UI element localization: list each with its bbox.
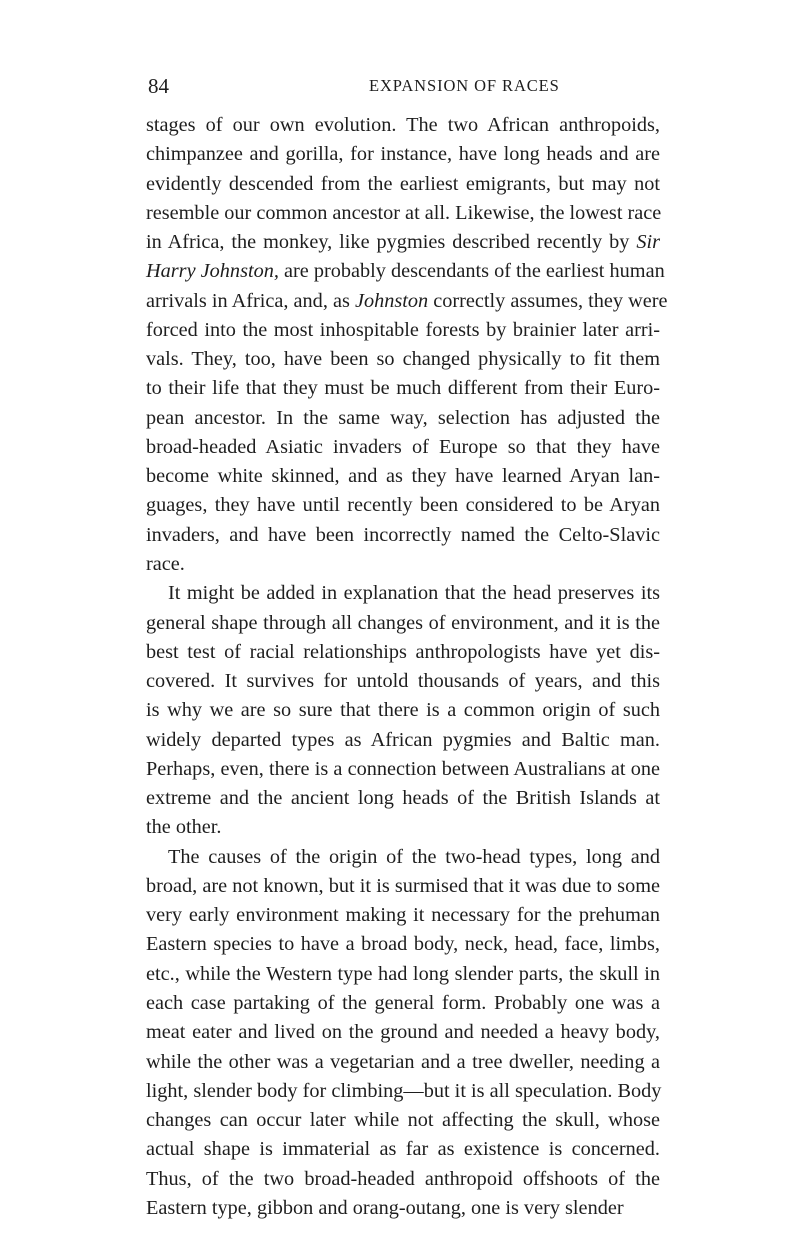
text-run: each case partaking of the general form. Probably one was a (146, 991, 660, 1014)
text-line (146, 843, 660, 872)
text-run: covered. It survives for untold thousands of years, and this (146, 670, 660, 693)
text-line (146, 1018, 660, 1047)
text-run: evidently descended from the earliest emigrants, but may not (146, 172, 660, 195)
text-line (146, 462, 660, 491)
text-line (146, 111, 660, 140)
text-line (146, 901, 660, 930)
text-line (146, 433, 660, 462)
text-run: become white skinned, and as they have learned Aryan lan- (146, 465, 660, 488)
text-run: broad, are not known, but it is surmised that it was due to some (146, 874, 660, 897)
text-run: pean ancestor. In the same way, selection has adjusted the (146, 406, 660, 429)
text-line (146, 989, 660, 1018)
text-line (146, 374, 660, 403)
text-line (146, 140, 660, 169)
text-line (146, 1135, 660, 1164)
text-run: Eastern species to have a broad body, neck, head, face, limbs, (146, 933, 660, 956)
text-line (146, 345, 660, 374)
text-line (146, 550, 660, 579)
text-run: are probably descendants of the earliest human (278, 260, 665, 283)
text-run: is why we are so sure that there is a common origin of such (146, 699, 660, 722)
text-run: broad-headed Asiatic invaders of Europe so that they have (146, 435, 660, 458)
text-line (146, 872, 660, 901)
italic-text: Johnston (354, 289, 429, 312)
text-line (146, 579, 660, 608)
text-line (146, 316, 660, 345)
page-header (148, 71, 661, 101)
text-run: Perhaps, even, there is a connection between Australians at one (146, 757, 660, 780)
text-line (146, 930, 660, 959)
text-run: race. (146, 552, 185, 575)
text-run: widely departed types as African pygmies and Baltic man. (146, 728, 660, 751)
text-run: etc., while the Western type had long slender parts, the skull in (146, 962, 660, 985)
text-line (146, 609, 660, 638)
text-line (146, 257, 665, 286)
page-number: 84 (148, 74, 169, 98)
text-run: chimpanzee and gorilla, for instance, have long heads and are (146, 143, 660, 166)
text-line (146, 287, 668, 316)
text-line (146, 1106, 660, 1135)
text-line (146, 755, 660, 784)
text-line (146, 960, 660, 989)
text-line (146, 521, 660, 550)
text-run: Eastern type, gibbon and orang-outang, one is very slender (146, 1196, 624, 1219)
text-run: invaders, and have been incorrectly named the Celto-Slavic (146, 523, 660, 546)
text-line (146, 1077, 660, 1106)
text-run: meat eater and lived on the ground and needed a heavy body, (146, 1021, 660, 1044)
text-line (146, 199, 660, 228)
text-run: arrivals in Africa, and, as (146, 289, 355, 312)
text-line (146, 813, 660, 842)
text-run: The causes of the origin of the two-head types, long and (168, 845, 660, 868)
text-run: to their life that they must be much different from their Euro- (146, 377, 660, 400)
text-line (146, 638, 660, 667)
text-run: forced into the most inhospitable forests by brainier later arri- (146, 318, 660, 341)
text-line (146, 696, 660, 725)
text-run: the other. (146, 816, 222, 839)
text-run: best test of racial relationships anthropologists have yet dis- (146, 640, 660, 663)
text-run: extreme and the ancient long heads of the British Islands at (146, 787, 660, 810)
text-run: It might be added in explanation that the head preserves its (168, 582, 660, 605)
body-text (146, 111, 668, 1223)
text-run: general shape through all changes of environment, and it is the (146, 611, 660, 634)
running-head: EXPANSION OF RACES (369, 76, 560, 95)
text-run: in Africa, the monkey, like pygmies described recently by (146, 231, 637, 254)
text-run: actual shape is immaterial as far as existence is concerned. (146, 1138, 660, 1161)
text-line (146, 228, 660, 257)
paragraph (146, 579, 660, 842)
text-run: light, slender body for climbing—but it is all speculation. Body (146, 1079, 662, 1102)
paragraph (146, 111, 668, 579)
text-line (146, 170, 660, 199)
italic-text: Harry Johnston, (146, 260, 279, 283)
text-line (146, 667, 660, 696)
text-run: Thus, of the two broad-headed anthropoid offshoots of the (146, 1167, 660, 1190)
text-line (146, 491, 660, 520)
text-run: while the other was a vegetarian and a tree dweller, needing a (146, 1050, 660, 1073)
text-run: vals. They, too, have been so changed physically to fit them (146, 348, 660, 371)
text-line (146, 1048, 660, 1077)
text-run: very early environment making it necessary for the prehuman (146, 904, 660, 927)
text-run: stages of our own evolution. The two African anthropoids, (146, 114, 660, 136)
text-line (146, 404, 660, 433)
text-run: changes can occur later while not affecting the skull, whose (146, 1109, 660, 1132)
text-run: resemble our common ancestor at all. Likewise, the lowest race (146, 201, 662, 224)
text-line (146, 1165, 660, 1194)
text-run: correctly assumes, they were (428, 289, 668, 312)
text-run: guages, they have until recently been considered to be Aryan (146, 494, 660, 517)
paragraph (146, 843, 660, 1223)
text-line (146, 1194, 660, 1223)
italic-text: Sir (636, 231, 660, 254)
text-line (146, 726, 660, 755)
text-line (146, 784, 660, 813)
